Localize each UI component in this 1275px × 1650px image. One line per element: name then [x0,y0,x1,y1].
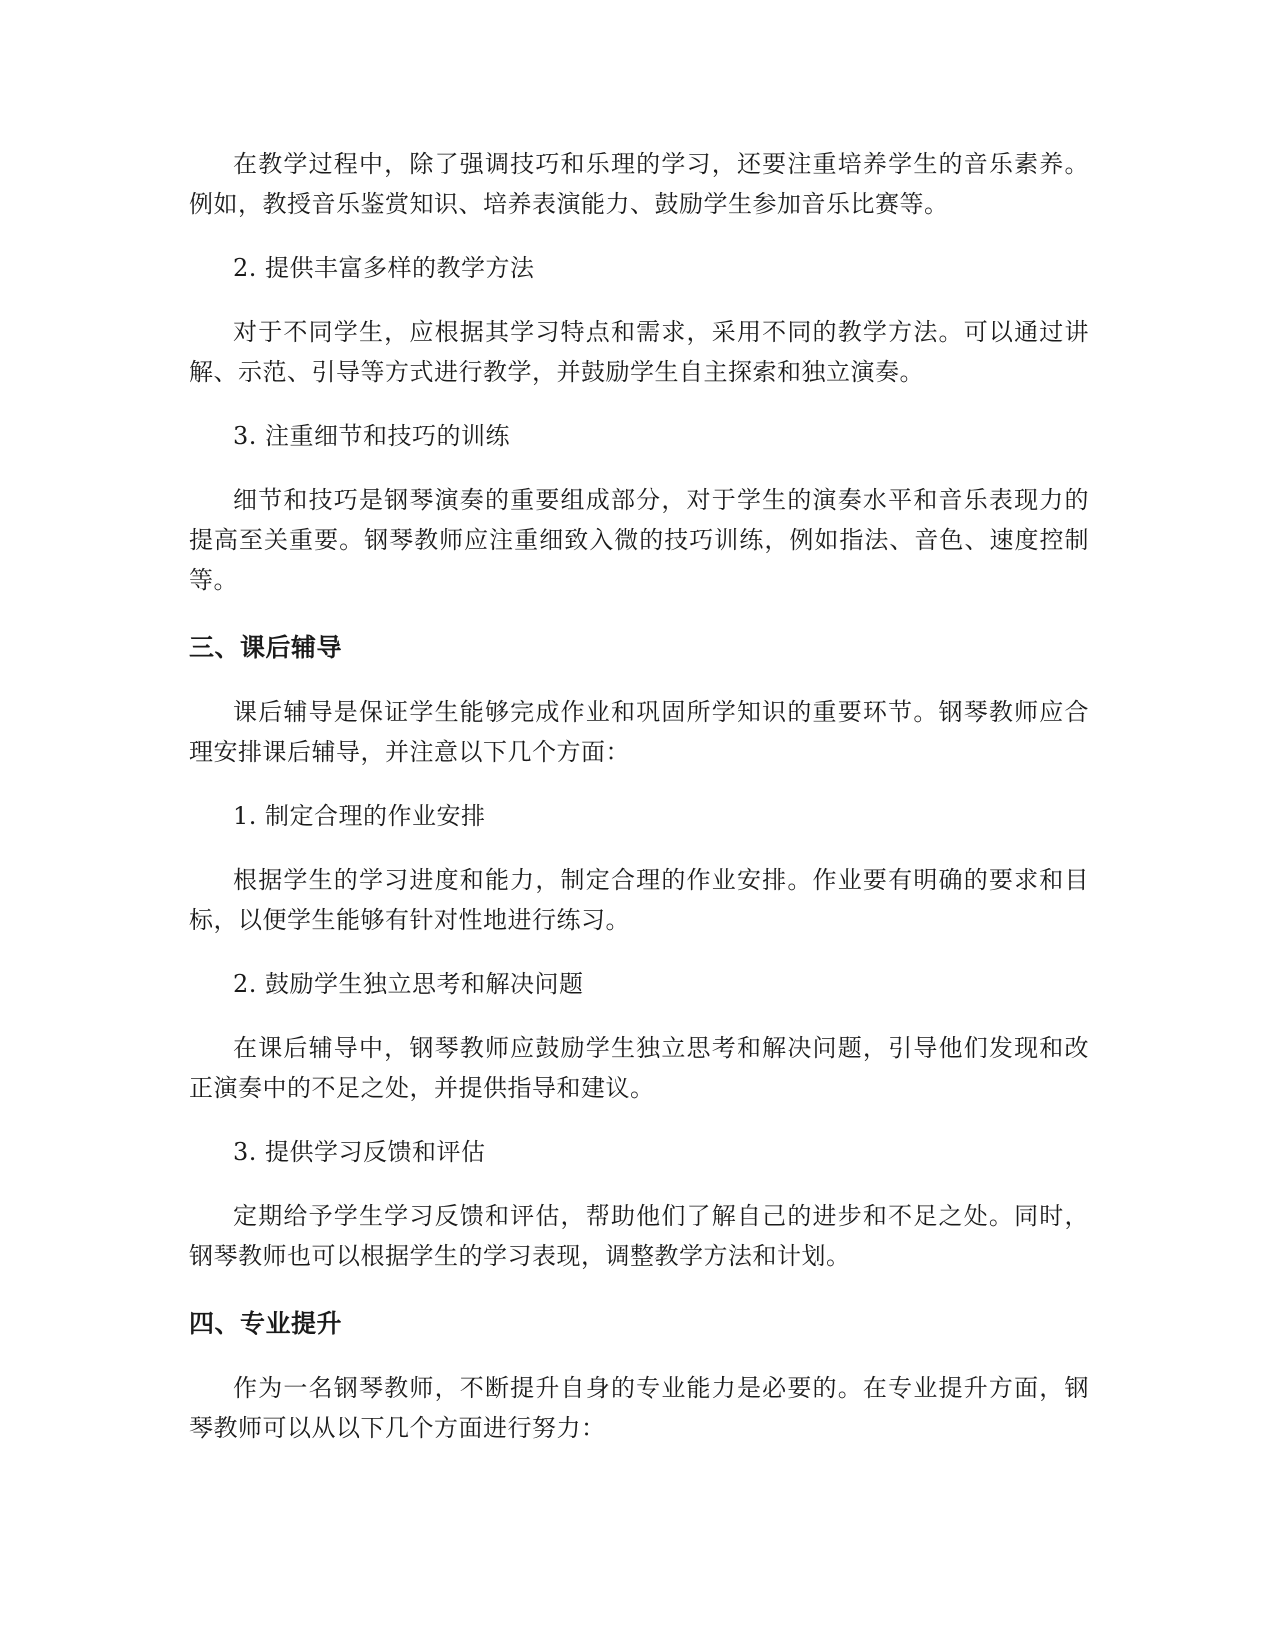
heading-professional-development: 四、专业提升 [189,1309,343,1338]
item-teaching-methods: 2. 提供丰富多样的教学方法 [233,254,535,282]
item-independent-thinking: 2. 鼓励学生独立思考和解决问题 [233,970,584,998]
paragraph-independent-thinking: 在课后辅导中，钢琴教师应鼓励学生独立思考和解决问题，引导他们发现和改正演奏中的不足之处，并提供指导和建议。 [189,1034,1089,1102]
paragraph-professional-development: 作为一名钢琴教师，不断提升自身的专业能力是必要的。在专业提升方面，钢琴教师可以从以下几个方面进行努力： [189,1374,1089,1442]
heading-after-class-tutoring: 三、课后辅导 [189,633,343,662]
item-detail-training: 3. 注重细节和技巧的训练 [233,422,511,450]
document-page [189,144,1089,1448]
item-feedback: 3. 提供学习反馈和评估 [233,1138,486,1166]
paragraph-detail-training: 细节和技巧是钢琴演奏的重要组成部分，对于学生的演奏水平和音乐表现力的提高至关重要。钢琴教师应注重细致入微的技巧训练，例如指法、音色、速度控制等。 [189,486,1089,594]
paragraph-teaching-methods: 对于不同学生，应根据其学习特点和需求，采用不同的教学方法。可以通过讲解、示范、引导等方式进行教学，并鼓励学生自主探索和独立演奏。 [189,318,1089,386]
paragraph-after-class-tutoring: 课后辅导是保证学生能够完成作业和巩固所学知识的重要环节。钢琴教师应合理安排课后辅导，并注意以下几个方面： [189,698,1089,766]
paragraph-homework-plan: 根据学生的学习进度和能力，制定合理的作业安排。作业要有明确的要求和目标，以便学生能够有针对性地进行练习。 [189,866,1089,934]
paragraph-feedback: 定期给予学生学习反馈和评估，帮助他们了解自己的进步和不足之处。同时，钢琴教师也可以根据学生的学习表现，调整教学方法和计划。 [189,1202,1089,1270]
item-homework-plan: 1. 制定合理的作业安排 [233,802,486,830]
paragraph-music-literacy: 在教学过程中，除了强调技巧和乐理的学习，还要注重培养学生的音乐素养。例如，教授音乐鉴赏知识、培养表演能力、鼓励学生参加音乐比赛等。 [189,150,1089,218]
